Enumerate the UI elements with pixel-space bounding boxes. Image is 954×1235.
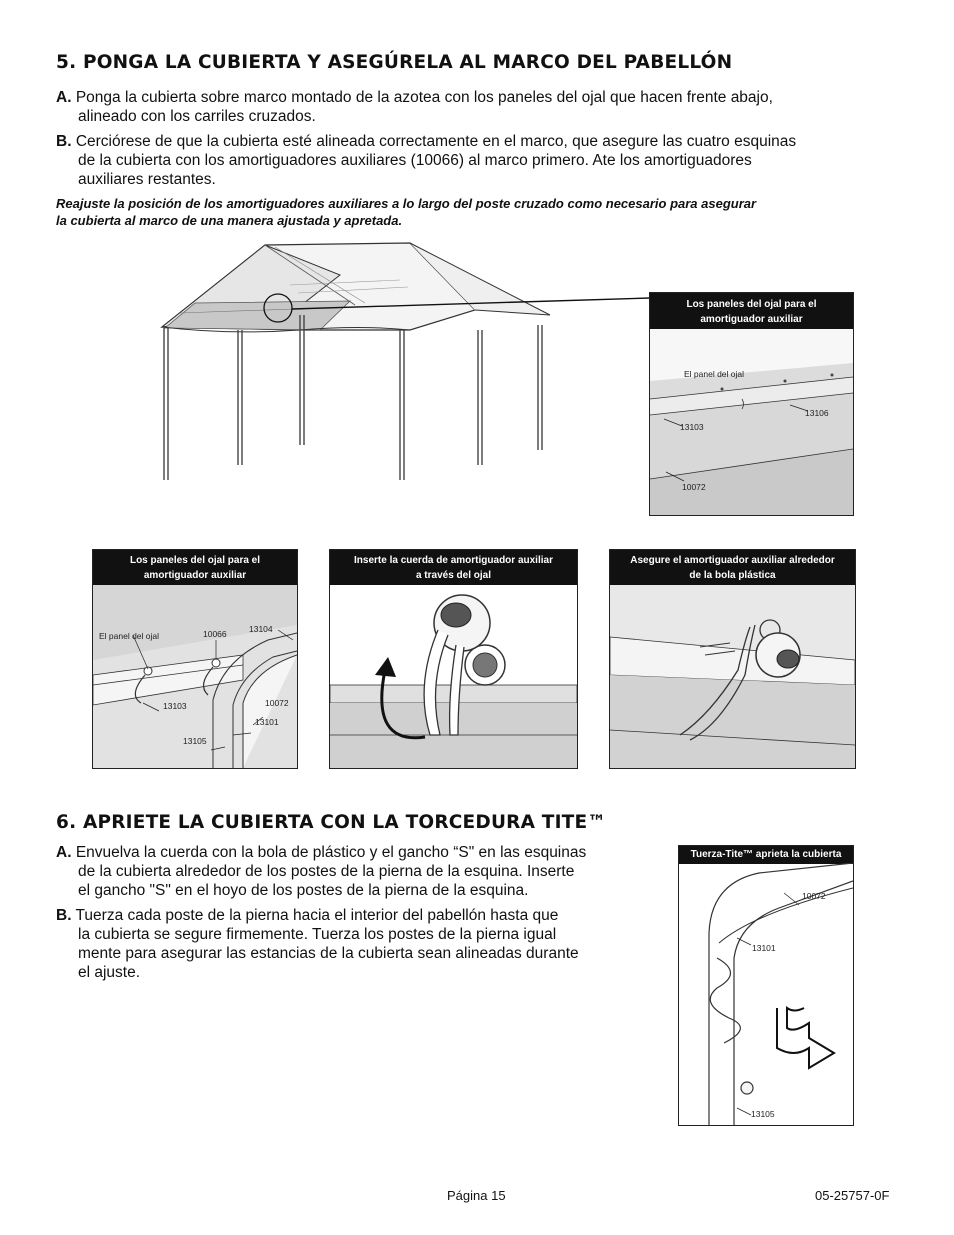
step-text: la cubierta se segure firmemente. Tuerza los postes de la pierna igual <box>78 926 557 943</box>
panel-header-line: de la bola plástica <box>689 570 776 581</box>
adjustment-note <box>56 195 926 229</box>
insert-cord-drawing <box>330 585 577 768</box>
label-part-13101: 13101 <box>255 717 279 727</box>
step-text: Cerciórese de que la cubierta esté alineada correctamente en el marco, que asegure las cuatro esquinas <box>75 133 797 150</box>
note-line: Reajuste la posición de los amortiguadores auxiliares a lo largo del poste cruzado como necesario para asegurar <box>56 196 757 211</box>
panel-header-line: Los paneles del ojal para el <box>129 555 261 566</box>
panel-header-line: a través del ojal <box>415 570 492 581</box>
note-line: la cubierta al marco de una manera ajustada y apretada. <box>56 213 403 228</box>
step-text: el gancho "S" en el hoyo de los postes de la pierna de la esquina. <box>78 882 529 899</box>
detail-panel-insert-cord <box>329 549 578 769</box>
step-6a <box>56 843 656 900</box>
label-part-10072: 10072 <box>802 891 826 901</box>
step-text: mente para asegurar las estancias de la cubierta sean alineadas durante <box>78 945 579 962</box>
panel-header <box>610 550 855 587</box>
panel-header-line: Los paneles del ojal para el <box>686 299 817 310</box>
label-part-13103: 13103 <box>163 701 187 711</box>
label-part-13105: 13105 <box>183 736 207 746</box>
label-part-10066: 10066 <box>203 629 227 639</box>
step-6b <box>56 906 656 982</box>
step-5a <box>56 88 916 126</box>
detail-panel-grommet-left <box>92 549 298 769</box>
panel-header <box>330 550 577 587</box>
detail-panel-grommet-top <box>649 292 854 516</box>
panel-header <box>93 550 297 587</box>
label-part-13103: 13103 <box>680 422 704 432</box>
label-part-13106: 13106 <box>805 408 829 418</box>
section-6-title: 6. APRIETE LA CUBIERTA CON LA TORCEDURA TITE™ <box>56 812 607 833</box>
section-5-title: 5. PONGA LA CUBIERTA Y ASEGÚRELA AL MARCO DEL PABELLÓN <box>56 52 733 73</box>
document-number: 05-25757-0F <box>815 1188 890 1203</box>
label-part-13105: 13105 <box>751 1109 775 1119</box>
label-grommet-panel: El panel del ojal <box>99 631 160 641</box>
step-text: Envuelva la cuerda con la bola de plástico y el gancho “S" en las esquinas <box>75 844 587 861</box>
panel-header-line: amortiguador auxiliar <box>700 314 803 325</box>
label-part-13104: 13104 <box>249 624 273 634</box>
tite-drawing <box>679 863 853 1125</box>
step-5b <box>56 132 916 189</box>
step-marker: A. <box>56 89 72 106</box>
step-marker: A. <box>56 844 72 861</box>
step-text: Ponga la cubierta sobre marco montado de la azotea con los paneles del ojal que hacen frente abajo, <box>75 89 773 106</box>
step-marker: B. <box>56 133 72 150</box>
panel-header-line: Inserte la cuerda de amortiguador auxiliar <box>354 555 553 566</box>
canopy-illustration <box>150 235 660 485</box>
step-text: auxiliares restantes. <box>78 171 216 188</box>
step-text: el ajuste. <box>78 964 141 981</box>
page-number: Página 15 <box>447 1188 506 1203</box>
step-text: de la cubierta alrededor de los postes de la pierna de la esquina. Inserte <box>78 863 575 880</box>
label-grommet-panel: El panel del ojal <box>684 369 745 379</box>
label-part-13101: 13101 <box>752 943 776 953</box>
label-part-10072: 10072 <box>682 482 706 492</box>
step-text: Tuerza cada poste de la pierna hacia el interior del pabellón hasta que <box>75 907 559 924</box>
panel-header: Tuerza-Tite™ aprieta la cubierta <box>679 846 853 864</box>
step-marker: B. <box>56 907 72 924</box>
step-text: alineado con los carriles cruzados. <box>78 108 316 125</box>
step-text: de la cubierta con los amortiguadores auxiliares (10066) al marco primero. Ate los amortiguadores <box>78 152 752 169</box>
secure-cord-drawing <box>610 585 855 768</box>
detail-panel-secure-cord <box>609 549 856 769</box>
label-part-10072: 10072 <box>265 698 289 708</box>
panel-header-line: Asegure el amortiguador auxiliar alrededor <box>630 555 835 566</box>
panel-header-line: amortiguador auxiliar <box>143 570 247 581</box>
panel-header <box>650 293 853 329</box>
detail-panel-tite <box>678 845 854 1126</box>
